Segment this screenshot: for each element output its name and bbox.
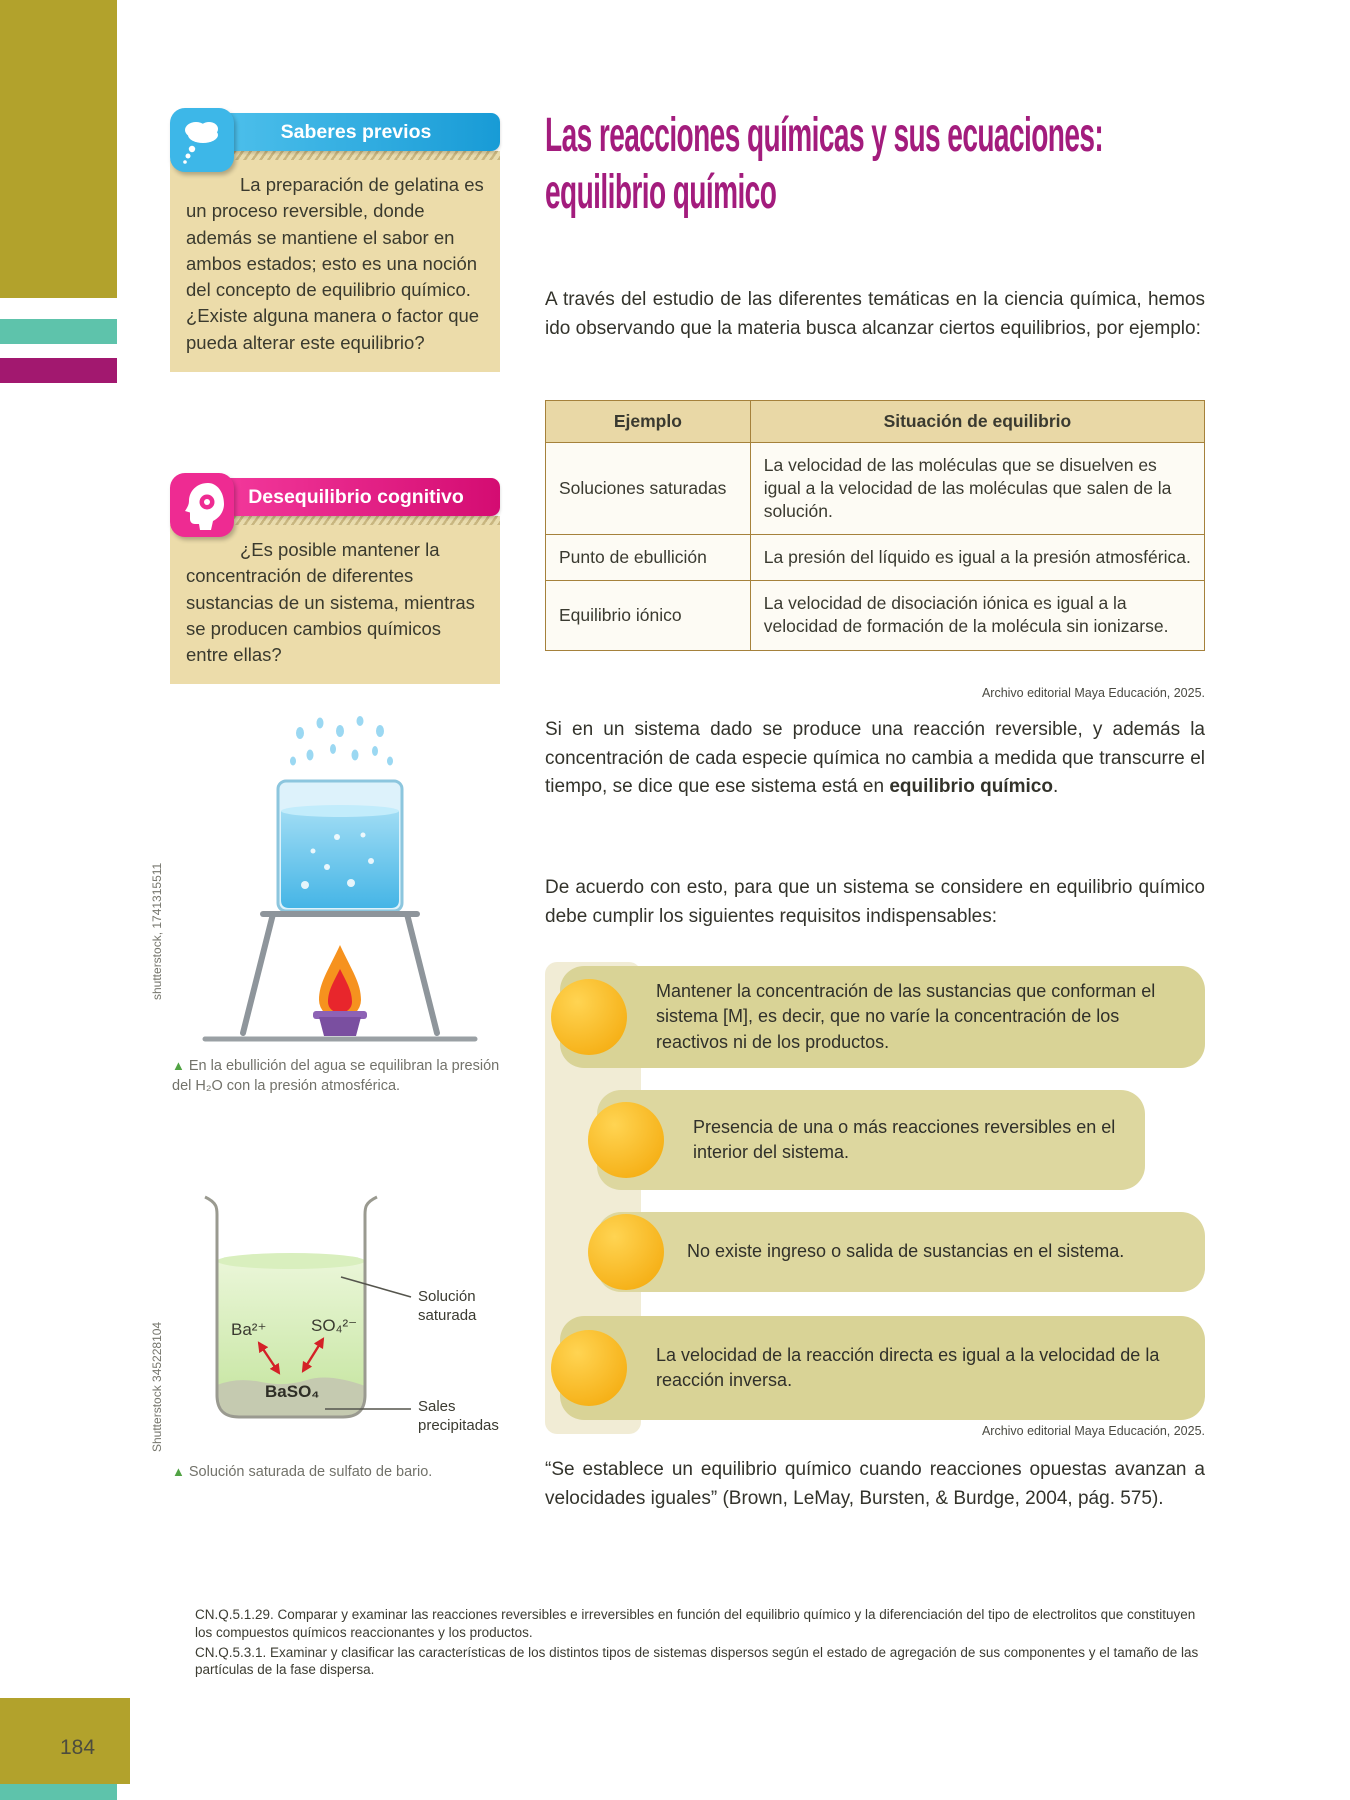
triangle-marker: ▲: [172, 1464, 185, 1479]
saberes-previos-header: [212, 113, 500, 151]
requirements-intro-paragraph: De acuerdo con esto, para que un sistema se considere en equilibrio químico debe cumplir los siguientes requisitos indispensables:: [545, 877, 1205, 927]
saberes-previos-text: [170, 160, 500, 372]
definition-text: Si en un sistema dado se produce una reacción reversible, y además la concentración de cada especie química no cambia a medida que transcurre el tiempo, se dice que ese sistema está en: [545, 719, 1205, 797]
ion-label-so4: SO₄²⁻: [311, 1316, 358, 1335]
intro-paragraph: A través del estudio de las diferentes temáticas en la ciencia química, hemos ido observando que la materia busca alcanzar ciertos equilibrios, por ejemplo:: [545, 289, 1205, 339]
icon-spacer: [186, 537, 240, 563]
definition-bold-term: equilibrio químico: [889, 776, 1053, 797]
table-cell-ejemplo: Punto de ebullición: [546, 535, 751, 581]
icon-spacer: [186, 172, 240, 198]
triangle-marker: ▲: [172, 1058, 185, 1073]
desequilibrio-header: [212, 478, 500, 516]
footnote-cnq531: CN.Q.5.3.1. Examinar y clasificar las características de los distintos tipos de sistemas dispersos según el estado de agregación de sus componentes y el tamaño de las partículas de la fase dispersa.: [195, 1644, 1199, 1678]
desequilibrio-title: Desequilibrio cognitivo: [248, 485, 464, 508]
compound-label-baso4: BaSO₄: [265, 1382, 320, 1401]
teal-bar: [0, 319, 117, 344]
table-cell-situacion: La velocidad de las moléculas que se disuelven es igual a la velocidad de las moléculas que salen de la solución.: [750, 443, 1204, 535]
page-title: [545, 108, 1206, 221]
equilibrium-definition-paragraph: [545, 716, 1205, 802]
table-cell-ejemplo: Soluciones saturadas: [546, 443, 751, 535]
requirement-bullet-circle: [551, 979, 627, 1055]
figure2-caption-text: Solución saturada de sulfato de bario.: [188, 1464, 433, 1480]
requirement-item: [560, 966, 1205, 1068]
saberes-previos-box: [170, 113, 500, 372]
figure2-caption: [172, 1462, 512, 1482]
requirement-text: No existe ingreso o salida de sustancias en el sistema.: [687, 1241, 1125, 1262]
requirement-bullet-circle: [588, 1214, 664, 1290]
requirement-bullet-circle: [551, 1330, 627, 1406]
table-cell-situacion: La velocidad de disociación iónica es igual a la velocidad de formación de la molécula sin ionizarse.: [750, 581, 1204, 650]
requirement-text: Mantener la concentración de las sustancias que conforman el sistema [M], es decir, que no varíe la concentración de los reactivos ni de los productos.: [656, 981, 1156, 1052]
figure1-caption-text: En la ebullición del agua se equilibran la presión del H₂O con la presión atmosférica.: [172, 1058, 500, 1095]
table-row: [546, 581, 1205, 650]
page-title-line2: equilibrio químico: [545, 165, 777, 219]
hatch-strip: [212, 516, 500, 525]
equilibrium-table: [545, 400, 1205, 651]
requirement-bullet-circle: [588, 1102, 664, 1178]
head-profile-icon: [170, 473, 234, 537]
table-cell-ejemplo: Equilibrio iónico: [546, 581, 751, 650]
page-title-line1: Las reacciones químicas y sus ecuaciones:: [545, 109, 1104, 162]
footnote-cnq5129: CN.Q.5.1.29. Comparar y examinar las reacciones reversibles e irreversibles en función del equilibrio químico y la diferenciación del tipo de electrolitos que constituyen los compuestos químicos reaccionantes y los productos.: [195, 1607, 1196, 1640]
desequilibrio-text: [170, 525, 500, 684]
definition-text-end: .: [1052, 776, 1059, 797]
quote-paragraph: “Se establece un equilibrio químico cuando reacciones opuestas avanzan a velocidades iguales” (Brown, LeMay, Bursten, & Burdge, 2004, pág. 575).: [545, 1459, 1205, 1509]
teal-bar-bottom: [0, 1784, 117, 1800]
curriculum-footnotes: [195, 1606, 1210, 1681]
saberes-previos-body: La preparación de gelatina es un proceso reversible, donde además se mantiene el sabor en ambos estados; esto es una noción del concepto de equilibrio químico. ¿Existe alguna manera o factor que pueda alterar este equilibrio?: [186, 174, 484, 353]
figure1-credit: shutterstock, 1741315511: [150, 862, 164, 1000]
thought-cloud-icon: [170, 108, 234, 172]
table-header-situacion: Situación de equilibrio: [750, 401, 1204, 443]
label-sales-precipitadas: Sales precipitadas: [418, 1398, 499, 1434]
figure1-caption: [172, 1056, 508, 1097]
desequilibrio-body: ¿Es posible mantener la concentración de diferentes sustancias de un sistema, mientras se producen cambios químicos entre ellas?: [186, 539, 475, 666]
table-header-row: [546, 401, 1205, 443]
figure2-credit: Shutterstock 345228104: [150, 1321, 164, 1452]
ion-label-ba: Ba²⁺: [231, 1320, 267, 1339]
requirements-credit: Archivo editorial Maya Educación, 2025.: [981, 1424, 1205, 1438]
desequilibrio-cognitivo-box: [170, 478, 500, 684]
page-number: 184: [60, 1736, 96, 1759]
hatch-strip: [212, 151, 500, 160]
corner-block-top: [0, 0, 117, 298]
table-header-ejemplo: Ejemplo: [546, 401, 751, 443]
label-solucion-saturada: Solución saturada: [418, 1288, 477, 1324]
saberes-previos-title: Saberes previos: [280, 120, 432, 143]
table-row: [546, 443, 1205, 535]
table-cell-situacion: La presión del líquido es igual a la presión atmosférica.: [750, 535, 1204, 581]
table-row: [546, 535, 1205, 581]
requirement-item: [597, 1212, 1205, 1292]
requirement-text: La velocidad de la reacción directa es igual a la velocidad de la reacción inversa.: [656, 1344, 1160, 1390]
requirement-item: [597, 1090, 1145, 1190]
table-credit: Archivo editorial Maya Educación, 2025.: [981, 686, 1205, 700]
requirement-text: Presencia de una o más reacciones reversibles en el interior del sistema.: [693, 1116, 1116, 1162]
magenta-bar: [0, 358, 117, 383]
requirement-item: [560, 1316, 1205, 1420]
boiling-water-illustration: [185, 715, 485, 1055]
